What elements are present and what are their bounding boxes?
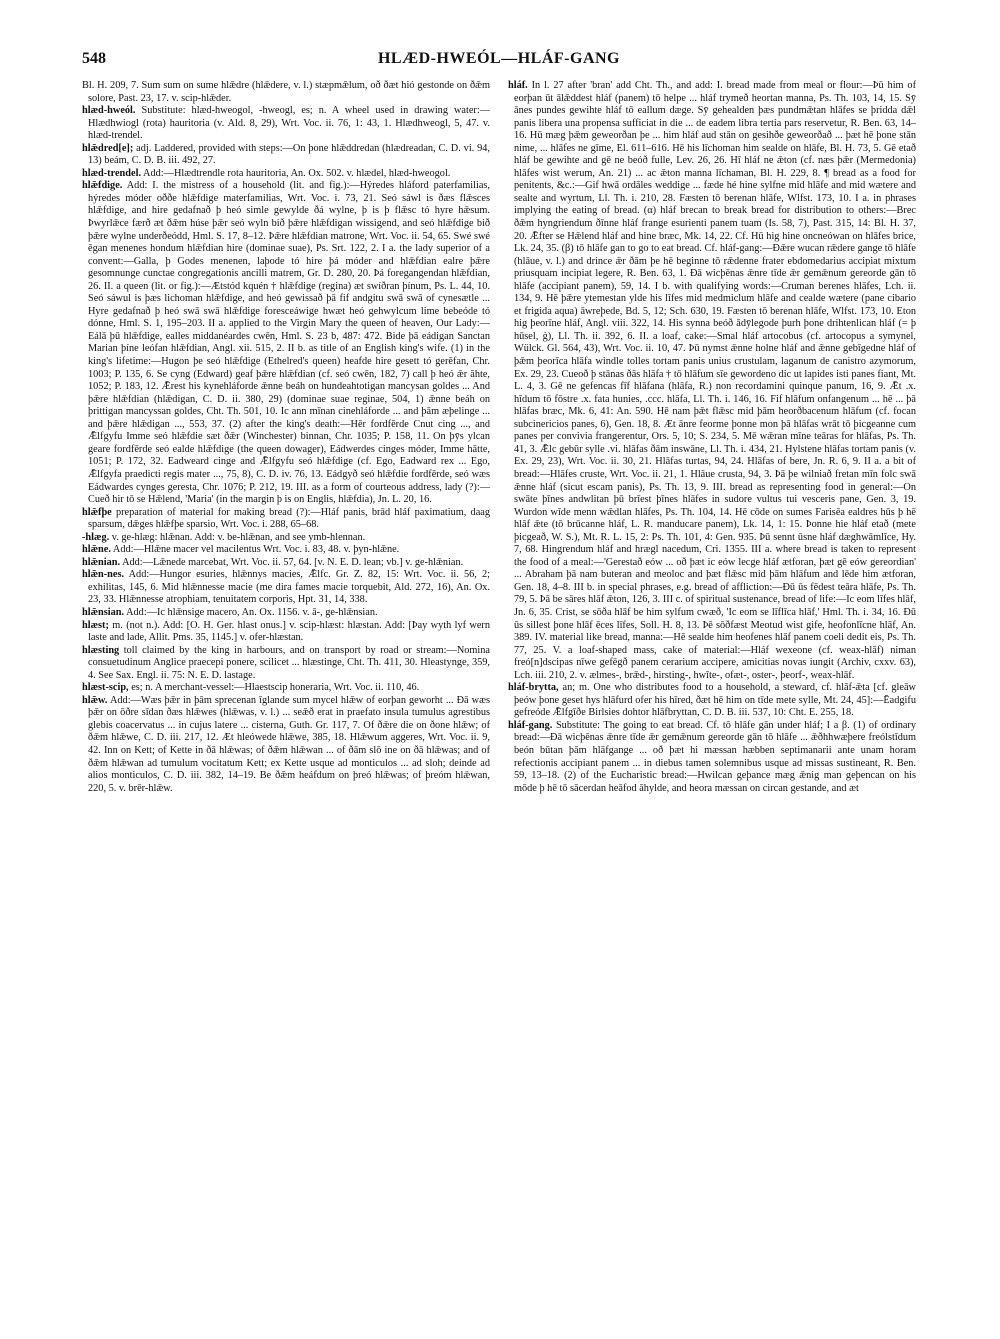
entry-text: Substitute: The going to eat bread. Cf. tō hlāfe gān under hláf; I a β. (1) of ordinary bread:—Ðā wicþēnas ǣnre tīde ǣr gemǣnum gereorde gān tō hlāfe ... ǣðhhwæþere freólstīdum beón būtan þām hlāfgange ... oð þæt hi mæssan hæbben septimanarii ante unam horam refectionis accipiant panem ... in diebus tamen solemnibus usque ad missas sustineant, R. Ben. 59, 13–18. (2) of the Eucharistic bread:—Hwilcan geþance mæg ǣnig man geþencan on his mōde þ hē tō sācerdan heāfod āhylde, and heora mæssan on circan gestande, and æt [514,719,916,794]
entry-headword: hlæd-trendel. [82,167,142,179]
dictionary-entry [82,557,490,570]
entry-text: Add:—Lǣnede marcebat, Wrt. Voc. ii. 57, 64. [v. N. E. D. lean; vb.] v. ge-hlǣnian. [122,556,464,568]
entry-headword: hlǣn-nes. [82,569,125,581]
entry-text: v. ge-hlæg: hlǣnan. Add: v. be-hlǣnan, and see ymb-hlennan. [111,531,366,543]
page-number: 548 [82,50,106,67]
entry-headword: hlæd-hweól. [82,105,136,117]
entry-headword: hlǣfþe [82,506,112,518]
dictionary-entry [82,507,490,532]
entry-text: Add:—Wæs þǣr in þām sprecenan īglande sum mycel hlǣw of eorþan geworht ... Ðā wæs þǣr on ōðre sīdan ðæs hlǣwes (hlǣwas, v. l.) ... seǣð erat in praefato insula tumulus agrestibus glebis coacervatus ... in cujus latere ... cisterna, Guth. Gr. 117, 7. Of ðǣre die on ðone hlǣw; of ðǣm hlǣwe, C. D. iii. 217, 12. Æt hleówede hlǣwe, 385, 18. Hlǣwum aggeres, Wrt. Voc. ii. 9, 42. Inn on Kett; of Kette in ðā hlǣwas; of ðǣm hlǣwan ... of ðām slō ine on ðā hlǣwas; and of ðǣm hlǣwan ad tumulum vocitatum Kett; ex Kette usque ad monticulos ... ad sloh; deinde ad alios monticulos, C. D. iii. 382, 14–19. Be ðǣm heáfdum on þreó hlǣwas; of þreóm hlǣwan, 220, 5. v. brēr-hlǣw. [88,694,490,794]
entry-headword: hlæst-scip, [82,682,129,694]
dictionary-entry [82,168,490,181]
entry-text: adj. Laddered, provided with steps:—On þone hlǣddredan (hlædreadan, C. D. vi. 94, 13) beám, C. D. B. iii. 492, 27. [88,142,490,167]
entry-text: preparation of material for making bread (?):—Hláf panis, brād hláf paximatium, daag sparsum, dǣges hlǣfþe sparsio, Wrt. Voc. i. 288, 65–68. [88,506,490,531]
entry-headword: hláf. [508,80,528,91]
entry-text: an; m. One who distributes food to a household, a steward, cf. hlāf-ǣta [cf. gleāw þeów þone geset hys hlāfurd ofer his hīred, ðæt hē him on tīde mete sylle, Mt. 24, 45]:—Ēadgifu gefreóde Ǣlfgīðe Birlsies dohtor hlāfbryttan, C. D. B. iii. 537, 10: Cht. E. 255, 18. [514,682,916,719]
entry-headword: hlǣnsian. [82,606,125,618]
dictionary-entry [82,105,490,143]
entry-text: Add: I. the mistress of a household (lit. and fig.):—Hýredes hláford paterfamilias, hýredes móder oððe hlǣfdige materfamilias, Wrt. Voc. i. 73, 21. Seó sáwl is ðæs flǣsces hlǣfdige, and hire gedafnað þ heó simle gewylde ðá wylne, þ is þ flǣsc tó hyre hǣsum. Þwyrlǣce færð æt ðǣm húse þǣr seó wyln bið þǣre hlǣfdigan wissigend, and seó hlǣfdige bið þǣre wylne underðeódd, Hml. S. 17, 8–12. Þǣre hlǣfdian matrone, Wrt. Voc. ii. 54, 65. Swé swé ēgan menenes hondum hlǣfdian hire (dominae suae), Ps. Srt. 122, 2. I a. the lady superior of a convent:—Galla, þ Godes menenen, laþode tó hire þá móder and hlǣfdian ealre þǣre gesomnunge cunctae congregationis ancilli matrem, Gr. D. 280, 20. Þá foregangendan hlǣfdian, 26. II. a queen (lit. or fig.):—Ætstód kquén † hlǣfdige (regina) æt swíðran þínum, Ps. L. 44, 10. Seó sáwul is þæs lichoman hlǣfdige, and heó gewissað þā fif andgitu swā swā of cynesætle ... Hyre gedafnað þ heó swā swā hlǣfdige foresceáwige hwæt heó gehwylcum lime bebeóde tó dónne, Hml. S. 1, 195–203. II a. applied to the Virgin Mary the queen of heaven, Our Lady:—Eálā þū hlǣfdige, ealles middanéardes cwēn, Hml. S. 23 b, 487: 472. Bide þā eádigan Sanctan Marian þíne leófan hlǣfdian, Angl. xii. 515, 2. II b. as title of an English king's wife. (1) in the king's lifetime:—Hugon þe seó hlǣfdige (Ethelred's queen) heafde hire gesett tó gerēfan, Chr. 1003; P. 135, 6. Se cyng (Edward) geaf þǣre hlǣfdian (cf. seó cwēn, 182, 7) call þ heó ǣr āhte, 1052; P. 183, 12. Ǣrest his kynehláforde ǣnne beáh on hundeahtotigan mancysan goldes ... And þǣre hlǣfdian (hlǣdigan, C. D. ii. 380, 29) (dominae suae reginae, 504, 1) ǣnne beáh on þrittigan mancyssan goldes, Cht. Th. 501, 10. Ic ann mīnan cinehláforde ... and þām æþelinge ... and þǣre hlǣdigan ..., 553, 37. (2) after the king's death:—Hēr fordfērde Cnut cing ..., and Ǣlfgyfu Imme seó hlǣfdie sæt ðǣr (Winchester) binnan, Chr. 1035; P. 158, 11. On þȳs ylcan geare fordfērde seó ealde hlǣfdige (the queen dowager), Eádwerdes cinges móder, Imme hātte, 1051; P. 172, 32. Eadweard cinge and Ǣlfgyfu seó hlǣfdige (cf. Ego, Eadward rex ... Ego, Ǣlfgyfa praedicti regis mater ..., 75, 8), C. D. iv. 76, 13. Eádgyð seó hlǣfdie fordfērde, seó wæs Eádwardes cynges geresta, Chr. 1076; P. 212, 19. III. as a form of courteous address, lady (?):—Cueð hir tō se Hǣlend, 'Maria' (in the margin þ is on Englis, hlǣfdia), Jn. L. 20, 16. [88,180,490,506]
entry-text: Bl. H. 209, 7. Sum sum on sume hlǣdre (hlǣdere, v. l.) stæpmǣlum, oð ðæt hió gestonde on ðǣm solore, Past. 23, 17. v. scip-hlǣder. [82,80,490,104]
entry-headword: hlǣnian. [82,556,121,568]
dictionary-entry [508,80,916,682]
columns [82,80,916,1320]
dictionary-entry [82,645,490,683]
entry-text: Add:—Ic hlǣnsige macero, An. Ox. 1156. v. ā-, ge-hlǣnsian. [126,606,378,618]
dictionary-entry [82,143,490,168]
dictionary-entry [82,80,490,105]
entry-headword: hlǣdred[e]; [82,142,134,154]
dictionary-entry [82,607,490,620]
entry-text: Substitute: hlæd-hweogol, -hweogl, es; n. A wheel used in drawing water:—Hlædhwiogl (rota) hauritoria (v. Ald. 8, 29), Wrt. Voc. ii. 76, 1: 43, 1. Hlædhweogl, 5, 47. v. hlæd-trendel. [88,105,490,142]
left-column [82,80,490,1320]
entry-headword: hlæst; [82,619,109,631]
dictionary-entry [508,682,916,720]
entry-text: es; n. A merchant-vessel:—Hlaestscip honeraria, Wrt. Voc. ii. 110, 46. [131,682,420,694]
dictionary-entry [508,720,916,795]
entry-text: toll claimed by the king in harbours, and on transport by road or stream:—Nomina consuetudinum Anglice praecepi ponere, scilicet ... hlæstinge, Cht. Th. 411, 30. Hleastynge, 359, 4. See Sax. Engl. ii. 75: N. E. D. lastage. [88,644,490,681]
page-header [82,50,916,72]
entry-headword: hlǣfdige. [82,180,123,192]
entry-headword: hláf-brytta, [508,682,559,694]
entry-headword: hláf-gang. [508,719,553,731]
dictionary-entry [82,544,490,557]
dictionary-entry [82,695,490,795]
right-column [508,80,916,1320]
page-title: HLÆD-HWEÓL—HLÁF-GANG [377,50,620,67]
dictionary-entry [82,532,490,545]
dictionary-entry [82,682,490,695]
entry-text: m. (not n.). Add: [O. H. Ger. hlast onus.] v. scip-hlæst: hlæstan. Add: [Þay wyth lyf wern laste and lade, Allit. Pms. 35, 1145.] v. ofer-hlæstan. [88,619,490,644]
dictionary-entry [82,180,490,506]
dictionary-entry [82,569,490,607]
entry-text: Add:—Hlædtrendle rota hauritoria, An. Ox. 502. v. hlædel, hlæd-hweogol. [143,167,451,179]
dictionary-page [82,50,916,1320]
entry-headword: hlæsting [82,644,120,656]
entry-text: Add:—Hlǣne macer vel macilentus Wrt. Voc. i. 83, 48. v. þyn-hlǣne. [112,544,400,556]
entry-headword: -hlæg. [82,531,110,543]
entry-headword: hlǣne. [82,544,111,556]
entry-text: In l. 27 after 'bran' add Cht. Th., and add: I. bread made from meal or flour:—Þū him of eorþan ūt ālǣddest hláf (panem) tō helpe ... hláf trymeð heortan manna, Ps. Th. 103, 14, 15. Sȳ ānes pundes gewihte hláf tō eallum dæge. Sȳ gehealden þæs pundmǣtan hlāfes se þridda dǣl panis libera una propensa sufficiat in die ... de eadem libra tertia pars reservetur, R. Ben. 63, 14–16. Hū mæg þǣm geweorðan þe ... him hláf aud stān on gesihðe geweorðað ... þæt hē þone stān nime, ... hlāfes ne gīme, El. 611–616. Hē his līchoman him sealde on hlāfe, Bl. H. 73, 5. Gē etað hláf be gewihte and gē ne beóð fulle, Lev. 26, 26. Hī hláf ne ǣton (cf. næs þǣr (Mermedonia) hlāfes wist werum, An. 21) ... ac ǣton manna līchaman, Bl. H. 229, 8. ¶ bread as a food for penitents, &c.:—Gif hwā ordāles weddige ... fæde hé hine sylfne mid hlāfe and mid wætere and sealte and wyrtum, Ll. Th. i. 210, 28. Fæsten tō berenan hlāfe, Wlfst. 173, 10. I a. in phrases implying the eating of bread. (α) hláf brecan to break bread for distribution to others:—Brec ðǣm hyngriendum ðīnne hláf frange esurienti panem tuam (Is. 58, 7), Past. 315, 14: Bl. H. 37, 20. Ǣfter se Hǣlend hláf and hine bræc, Mk. 14, 22. Cf. Hū hig hine oncneówan on hlāfes brice, Lk. 24, 35. (β) tō hlāfe gan to go to eat bread. Cf. hláf-gang:—Ðǣre wucan rǣdere gange tō hlāfe (hlāue, v. l.) and drince ǣr ðām þe hē beginne tō rǣdenne frater ebdomedarius accipiat mixtum priusquam incipiat legere, R. Ben. 63, 1. Ðā wicþēnas ǣnre tīde ǣr gemǣnum gereorde gān tō hlāfe (accipiant panem), 59, 14. I b. with qualifying words:—Cruman berenes hlāfes, Lch. ii. 134, 9. Hē þǣre ytemestan ylde his līfes mid medmiclum hlāfe and cealde wætere (pane cibario et frigida aqua) āwreþede, Bd. 5, 12; Sch. 630, 19. Fæsten tō berenan hlāfe, Wlfst. 173, 10. Eton hig þeorīne hláf, Angl. viii. 322, 14. His synna beóð ādȳlegode þurh þone drihtenlican hláf (= þ hūsel, ġ), Ll. Th. ii. 392, 6. II. a loaf, cake:—Smal hláf artocobus (cf. artocopus a symynel, Wülck. Gl. 564, 43), Wrt. Voc. ii. 10, 47. Þū nymst ǣnne holne hláf and ǣnne gebīgedne hláf of þǣm þeorīca hlāfa windle tolles tortam panis unius crustulam, laganum de canistro azymorum, Ex. 29, 23. Cueoð þ stānas ðās hlāfa † tō hlāfum sīe gewordeno dic ut lapides isti panes fiant, Mt. L. 4, 3. Gē ne gefencas fīf hlāfana (hlāfa, R.) non recordamini quinque panum, 16, 9. Ǣt .x. hīdum tō fōstre .x. fata hunies, .ccc. hlāfa, Ll. Th. i. 146, 16. Fif hlāfum onfangenum ... hē ... þā hlāfas bræc, Mk. 6, 41: An. 590. Hē nam þǣt flǣsc mid þām heorðbacenum hlāfum (cf. focan subcinericios panes, 6), Gen. 18, 8. Æt ānre feorme þonne mon þā hlāfas wrāt tō þicgeanne cum panes per convivia frangerentur, Ors. 5, 10; S. 234, 5. Mē wǣran mīne teāras for hlāfas, Ps. Th. 41, 3. Ǣlc gebūr sylle .vi. hlāfas ðām inswāne, Ll. Th. i. 434, 21. Hylstene hlāfas tortam panis (v. Ex. 29, 23), Wrt. Voc. ii. 30, 21. Hlāfas turtas, 94, 24. Hlāfas of bere, Jn. R. 6, 9. II a. a bit of bread:—Hlāfes cruste, Wrt. Voc. ii. 21, 1. Hlāue crusta, 94, 3. Þā þe wilniað fretan mīn folc swā ǣnne hláf (sicut escam panis), Ps. Th. 13, 9. III. bread as representing food in general:—On swāte þīnes andwlitan þū brīest þīnes hlāfes in sudore vultus tui vesceris pane, Gen. 3, 19. Wurdon wīde menn wǣdlan hlāfes, Ps. Th. 104, 14. Hē cōde on sumes Farisēa ealdres hūs þ hē hlāf ǣte (tō brūcanne hláf, L. R. manducare panem), Lk. 14, 1: 15. Þonne hie hláf etað (mete þicgeað, W. S.), Mt. R. L. 15, 2: Ps. Th. 101, 4: Gen. 935. Þū sennt ūsne hláf dæghwāmlīce, Hy. 7, 68. Hingrendum hláf and hrægl nacedum, Cri. 1355. III a. where bread is taken to represent the food of a meal:—'Gerestað eów ... oð þæt ic eów lecge hláf ætforan, þæt gē eów gereordian' ... Abraham þā nam buteran and meoloc and þæt flǣsc mid þām hlāfum and lēde him ætforan, Gen. 18, 4–8. III b. in special phrases, e.g. bread of affliction:—Ðū ūs fēdest teāra hlāfe, Ps. Th. 79, 5. Þā be sāres hlāf ǣton, 126, 3. III c. of spiritual sustenance, bread of life:—Ic eom līfes hlāf, Jn. 6, 35. Crist, se sōða hlāf be him sylfum cwæð, 'Ic eom se līflīca hlāf,' Hml. Th. i. 34, 16. Ðū ūs sillest þone hlāf ēces līfes, Soll. H. 8, 13. Þē sōðfæst Meotud wist gife, heofonlīcne hlāf, An. 389. IV. material like bread, manna:—Hē sealde him heofenes hlāf panem coeli dedit eis, Ps. Th. 77, 25. V. a loaf-shaped mass, cake of material:—Hláf wexeone (cf. weax-hlāf) niman freó[n]dscipas nīwe gefēgð panem cerarium accipere, amicitias novas iungit (Archiv, cxxv. 63), Lch. iii. 210, 2. v. ælmes-, brǣd-, hirsting-, hwīte-, ofæt-, oster-, þeorf-, weax-hlāf. [514,80,916,681]
dictionary-entry [82,620,490,645]
entry-headword: hlǣw. [82,694,108,706]
entry-text: Add:—Hungor esuries, hlǣnnys macies, Ǣlfc. Gr. Z. 82, 15: Wrt. Voc. ii. 56, 2; exhilitas, 145, 6. Mid hlǣnnesse macie (me dira fames macie torquebit, Ald. 272, 16), An. Ox. 23, 33. Hlǣnnesse atrophiam, tenuitatem corporis, Hpt. 31, 14, 338. [88,569,490,606]
